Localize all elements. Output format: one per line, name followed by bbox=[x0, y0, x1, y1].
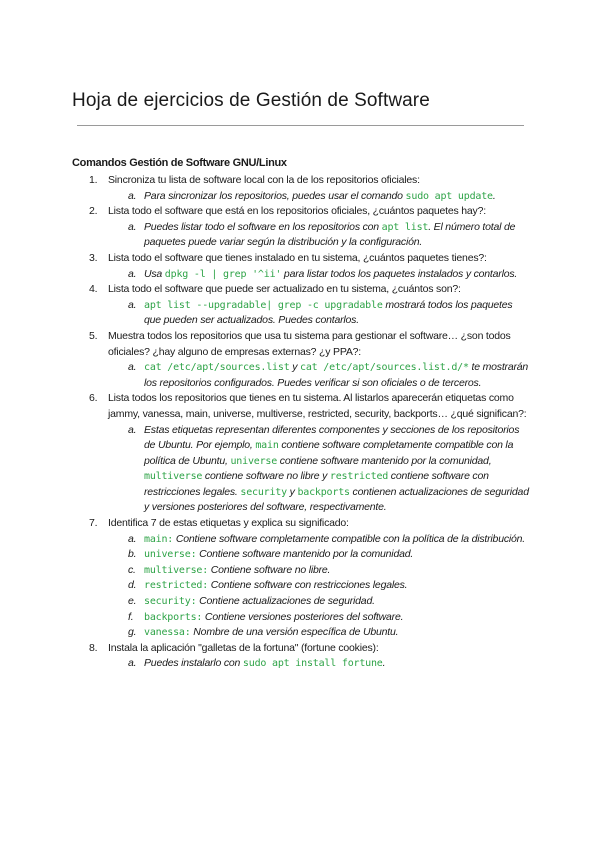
answer-text: . bbox=[382, 657, 386, 670]
label-item bbox=[72, 625, 532, 641]
item-number: 7. bbox=[89, 517, 98, 530]
answer-item bbox=[72, 189, 532, 205]
item-number: 3. bbox=[89, 251, 98, 264]
answer-letter: e. bbox=[128, 595, 137, 608]
answer-text: Nombre de una versión específica de Ubuntu. bbox=[190, 626, 399, 639]
answer-text: Contiene software completamente compatible con la política de la distribución. bbox=[173, 532, 526, 545]
exercise-item bbox=[72, 282, 532, 298]
code-snippet: restricted bbox=[329, 471, 389, 483]
code-snippet: apt list --upgradable| grep -c upgradable bbox=[144, 299, 383, 311]
code-snippet: universe: bbox=[144, 549, 197, 561]
answer-text: contienen actualizaciones de seguridad y versiones posteriores del software, respectivamente. bbox=[144, 485, 529, 514]
answer-letter: b. bbox=[128, 548, 137, 561]
code-snippet: cat /etc/apt/sources.list bbox=[144, 362, 290, 374]
label-item bbox=[72, 532, 532, 548]
answer-letter: a. bbox=[128, 657, 137, 670]
answer-letter: a. bbox=[128, 298, 137, 311]
answer-item bbox=[72, 267, 532, 283]
item-number: 5. bbox=[89, 329, 98, 342]
exercise-item bbox=[72, 641, 532, 657]
answer-letter: d. bbox=[128, 579, 137, 592]
item-text: Lista todo el software que puede ser actualizado en tu sistema, ¿cuántos son?: bbox=[108, 283, 461, 296]
answer-letter: a. bbox=[128, 532, 137, 545]
item-text: Sincroniza tu lista de software local con la de los repositorios oficiales: bbox=[108, 174, 420, 186]
answer-letter: a. bbox=[128, 423, 137, 436]
label-item bbox=[72, 563, 532, 579]
answer-letter: a. bbox=[128, 361, 137, 374]
label-item bbox=[72, 594, 532, 610]
code-snippet: main: bbox=[144, 533, 174, 545]
answer-letter: a. bbox=[128, 220, 137, 233]
item-text: Lista todo el software que tienes instalado en tu sistema, ¿cuántos paquetes tienes?: bbox=[108, 251, 487, 264]
code-snippet: backports bbox=[297, 486, 350, 498]
answer-item bbox=[72, 220, 532, 251]
page-title: Hoja de ejercicios de Gestión de Software bbox=[72, 90, 430, 111]
answer-text: Puedes listar todo el software en los repositorios con bbox=[144, 220, 382, 233]
answer-letter: g. bbox=[128, 626, 137, 639]
answer-text: Contiene actualizaciones de seguridad. bbox=[196, 595, 375, 608]
code-snippet: vanessa: bbox=[144, 627, 191, 639]
label-item bbox=[72, 547, 532, 563]
exercise-item bbox=[72, 516, 532, 532]
code-snippet: cat /etc/apt/sources.list.d/* bbox=[300, 362, 469, 374]
answer-text: Contiene software con restricciones legales. bbox=[208, 579, 408, 592]
code-snippet: main bbox=[255, 440, 279, 452]
code-snippet: universe bbox=[230, 455, 278, 467]
item-number: 4. bbox=[89, 283, 98, 296]
code-snippet: sudo apt update bbox=[405, 190, 493, 202]
label-item bbox=[72, 578, 532, 594]
answer-letter: a. bbox=[128, 267, 137, 280]
answer-text: y bbox=[289, 361, 301, 374]
answer-text: . bbox=[492, 189, 496, 202]
exercise-item bbox=[72, 204, 532, 220]
answer-text: mostrará todos los paquetes que pueden ser actualizados. Puedes contarlos. bbox=[144, 298, 513, 327]
answer-item bbox=[72, 298, 532, 329]
answer-text: Estas etiquetas representan diferentes componentes y secciones de los repositorios de Ubuntu. Por ejemplo, bbox=[144, 423, 520, 452]
code-snippet: security bbox=[240, 486, 287, 498]
answer-text: Contiene versiones posteriores del software. bbox=[202, 610, 404, 623]
code-snippet: multiverse bbox=[144, 471, 203, 483]
label-item bbox=[72, 610, 532, 626]
horizontal-rule bbox=[77, 125, 524, 126]
answer-text: contiene software con restricciones legales. bbox=[144, 470, 489, 498]
item-number: 1. bbox=[89, 174, 98, 186]
item-text: Identifica 7 de estas etiquetas y explica su significado: bbox=[108, 517, 349, 530]
item-number: 8. bbox=[89, 641, 98, 654]
code-snippet: sudo apt install fortune bbox=[242, 658, 383, 670]
item-text: Muestra todos los repositorios que usa tu sistema para gestionar el software… ¿son todos oficiales? ¿hay alguno de empresas externas? ¿y PPA?: bbox=[108, 329, 511, 358]
answer-text: contiene software completamente compatible con la política de Ubuntu, bbox=[144, 439, 514, 467]
answer-item bbox=[72, 423, 532, 517]
answer-item bbox=[72, 656, 532, 672]
code-snippet: restricted: bbox=[144, 580, 209, 592]
item-number: 2. bbox=[89, 205, 98, 218]
code-snippet: apt list bbox=[381, 221, 429, 233]
code-snippet: security: bbox=[144, 596, 197, 608]
code-snippet: backports: bbox=[144, 611, 203, 623]
answer-letter: f. bbox=[128, 610, 134, 623]
exercise-item bbox=[72, 391, 532, 422]
answer-text: contiene software no libre y bbox=[202, 470, 330, 483]
answer-text: Contiene software no libre. bbox=[208, 563, 331, 576]
section-heading: Comandos Gestión de Software GNU/Linux bbox=[72, 157, 287, 169]
answer-text: Usa bbox=[144, 267, 165, 280]
answer-text: . El número total de paquetes puede variar según la distribución y la configuración. bbox=[144, 220, 516, 249]
exercise-item bbox=[72, 251, 532, 267]
answer-text: Puedes instalarlo con bbox=[144, 657, 243, 670]
item-number: 6. bbox=[89, 392, 98, 405]
answer-text: contiene software mantenido por la comunidad, bbox=[277, 454, 492, 467]
answer-text: Contiene software mantenido por la comunidad. bbox=[196, 548, 414, 561]
answer-text: Para sincronizar los repositorios, puedes usar el comando bbox=[144, 189, 406, 202]
answer-item bbox=[72, 360, 532, 391]
item-text: Lista todo el software que está en los repositorios oficiales, ¿cuántos paquetes hay?: bbox=[108, 205, 486, 218]
code-snippet: multiverse: bbox=[144, 564, 209, 576]
exercise-item bbox=[72, 329, 532, 360]
answer-text: y bbox=[286, 485, 298, 498]
item-text: Lista todos los repositorios que tienes en tu sistema. Al listarlos aparecerán etiquetas como jammy, vanessa, main, universe, multiverse, restricted, security, backports… ¿qué significan?: bbox=[108, 392, 527, 420]
exercise-item bbox=[72, 173, 532, 189]
answer-letter: c. bbox=[128, 563, 136, 576]
item-text: Instala la aplicación "galletas de la fortuna" (fortune cookies): bbox=[108, 641, 379, 654]
answer-text: para listar todos los paquetes instalados y contarlos. bbox=[281, 267, 518, 280]
exercise-list bbox=[72, 173, 532, 672]
code-snippet: dpkg -l | grep '^ii' bbox=[164, 268, 282, 280]
answer-text: te mostrarán los repositorios configurados. Puedes verificar si son oficiales o de terceros. bbox=[144, 361, 529, 389]
answer-letter: a. bbox=[128, 189, 137, 202]
